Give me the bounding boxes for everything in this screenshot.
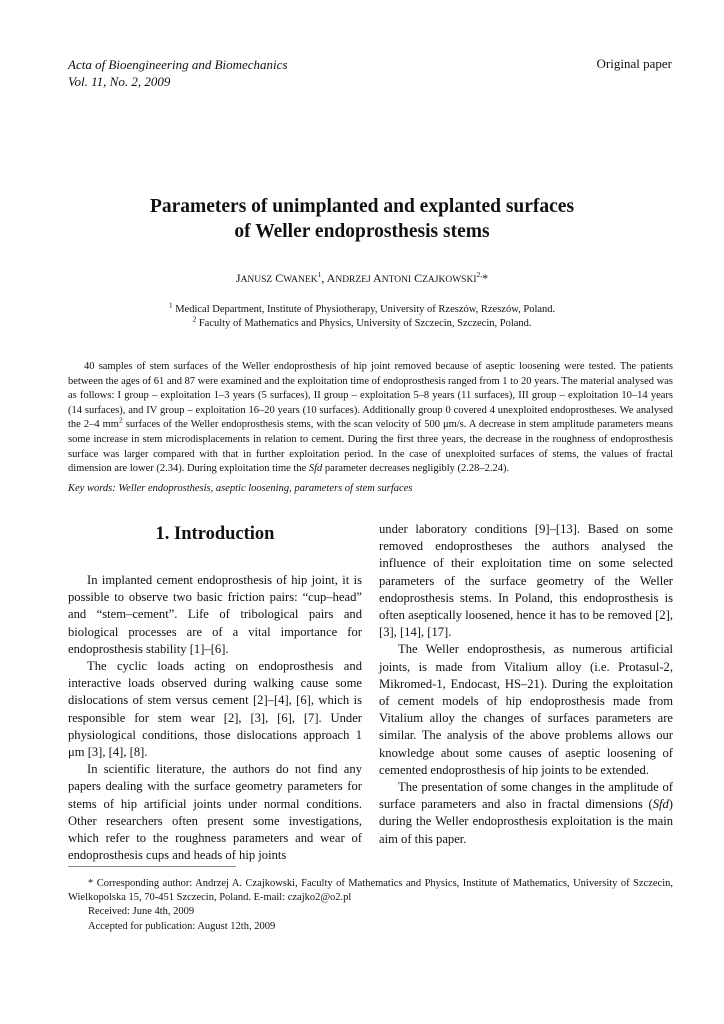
- section-heading: 1. Introduction: [155, 524, 275, 544]
- affiliation-2: $^2$ Faculty of Mathematics and Physics, University of Szczecin, Szczecin, Poland.: [192, 314, 532, 329]
- left-column: [68, 572, 362, 864]
- journal-volume: Vol. 11, No. 2, 2009: [68, 74, 171, 89]
- affiliations: [0, 300, 724, 331]
- abstract: 40 samples of stem surfaces of the Weller endoprosthesis of hip joint removed because of aseptic loosening were tested. The patients between the ages of 61 and 87 were examined and the exploitation time of endoprosthesis ranged from 1 to 20 years. The material analysed was as follows: I group – exploitation 1–3 years (5 surfaces), II group – exploitation 5–8 years (11 surfaces), III group – exploitation 10–14 years (14 surfaces), and IV group – exploitation 16–20 years (10 surfaces). Additionally group 0 covered 4 unexploited endoprostheses. We analysed the 2–4 $mm^2$ surfaces of the Weller endoprosthesis stems, with the scan velocity of 500 μm/s. A decrease in stem amplitude parameters means some increase in stem microdisplacements in relation to cement. During the first three years, the decrease in the roughness of endoprosthesis surface was larger compared with that in further exploitation period. In the case of unexploited surfaces of stems, the values of fractal dimension are lower (2.34). During exploitation time the Sfd parameter decreases negligibly (2.28–2.24).: [68, 361, 673, 475]
- footnote: [68, 877, 673, 934]
- author-list: JANUSZ CWANEK$^1$, ANDRZEJ ANTONI $CZAJKOWSKI^{2,}*$: [235, 270, 489, 285]
- right-column: [379, 521, 673, 848]
- journal-title: Acta of Bioengineering and Biomechanics: [68, 57, 288, 72]
- paragraph: The cyclic loads acting on endoprosthesis and interactive loads observed during walking cause some dislocations of stem versus cement [2]–[4], [6], which is responsible for stem wear [2], [3], [6], [7]. Under physiological conditions, those dislocations approach 1 μm [3], [4], [8].: [68, 659, 362, 760]
- keywords-label: Key words: [68, 483, 113, 494]
- author-2: ANDRZEJ ANTONI $CZAJKOWSKI^{2,}*$: [326, 270, 489, 285]
- paragraph: The Weller endoprosthesis, as numerous artificial joints, is made from Vitalium alloy (i.e. Protasul-2, Mikromed-1, Endocast, HS–21). During the exploitation of cement models of hip endoprosthesis made from Vitalium alloy the changes of surfaces parameters are similar. The analysis of the above problems allows our knowledge about some causes of aseptic loosening of cemented endoprosthesis of hip joints to be extended.: [379, 642, 673, 777]
- paragraph: In implanted cement endoprosthesis of hip joint, it is possible to observe two basic friction pairs: “cup–head” and “stem–cement”. Life of tribological pairs and biological processes are of a vital importance for endoprosthesis stability [1]–[6].: [68, 573, 362, 656]
- received-date: Received: June 4th, 2009: [88, 906, 195, 918]
- paragraph: In scientific literature, the authors do not find any papers dealing with the surface geometry parameters for stems of hip artificial joints under normal conditions. Other researchers often present some investigations, which refer to the roughness parameters and wear of endoprosthesis cups and heads of hip joints: [68, 762, 362, 863]
- footnote-divider: [68, 866, 236, 867]
- title-line-1: Parameters of unimplanted and explanted surfaces: [149, 196, 575, 217]
- paper-title: [0, 194, 724, 244]
- accepted-date: Accepted for publication: August 12th, 2009: [88, 920, 276, 932]
- affiliation-1: $^1$ Medical Department, Institute of Physiotherapy, University of Rzeszów, Rzeszów, Poland.: [168, 300, 556, 315]
- journal-name: [68, 56, 288, 90]
- keywords-text: : Weller endoprosthesis, aseptic loosening, parameters of stem surfaces: [112, 483, 413, 494]
- paragraph: under laboratory conditions [9]–[13]. Based on some removed endoprostheses the authors analysed the influence of their exploitation time on some selected parameters of the surface geometry of the Weller endoprosthesis stems. In Poland, this endoprosthesis is often aseptically loosened, hence it has to be removed [2], [3], [14], [17].: [379, 522, 673, 640]
- keywords: [68, 483, 412, 494]
- corresponding-author: * Corresponding author: Andrzej A. Czajkowski, Faculty of Mathematics and Physics, Institute of Mathematics, University of Szczecin, Wielkopolska 15, 70-451 Szczecin, Poland. E-mail: czajko2@o2.pl: [68, 878, 673, 904]
- paragraph: The presentation of some changes in the amplitude of surface parameters and also in fractal dimensions (Sfd) during the Weller endoprosthesis exploitation is the main aim of this paper.: [379, 780, 673, 846]
- paper-type: Original paper: [596, 56, 672, 71]
- title-line-2: of Weller endoprosthesis stems: [234, 221, 490, 242]
- author-1: JANUSZ CWANEK$^1$: [235, 270, 322, 285]
